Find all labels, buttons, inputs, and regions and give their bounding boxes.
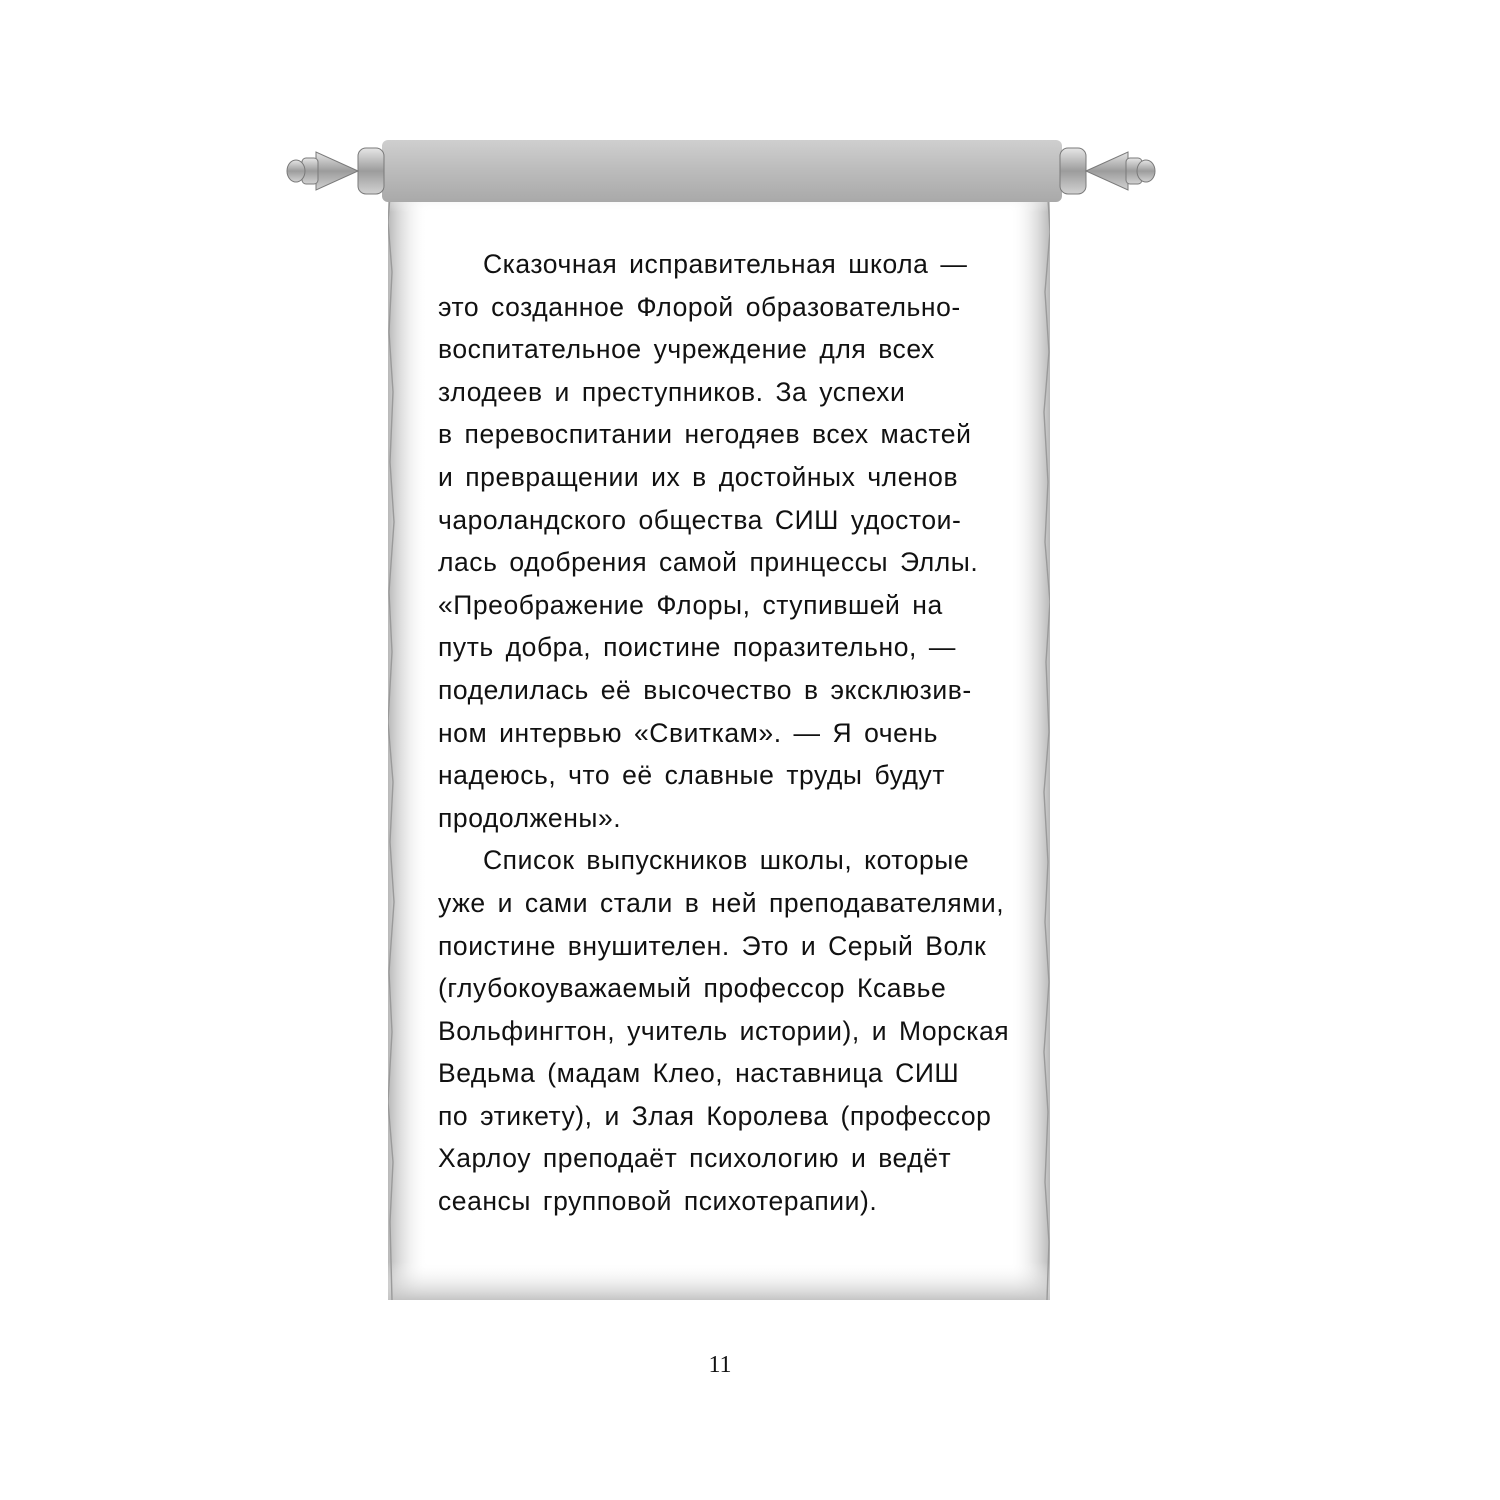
text-line: Вольфингтон, учитель истории), и Морская bbox=[438, 1015, 1010, 1046]
text-line: по этикету), и Злая Королева (профессор bbox=[438, 1100, 992, 1131]
text-line: «Преображение Флоры, ступившей на bbox=[438, 589, 943, 620]
text-line: ном интервью «Свиткам». — Я очень bbox=[438, 717, 938, 748]
text-line: Сказочная исправительная школа — bbox=[483, 249, 968, 279]
text-line: лась одобрения самой принцессы Эллы. bbox=[438, 547, 979, 578]
scroll-roll bbox=[382, 140, 1062, 202]
text-line: чароландского общества СИШ удостои- bbox=[438, 504, 962, 535]
text-line: Ведьма (мадам Клео, наставница СИШ bbox=[438, 1058, 960, 1089]
text-line: воспитательное учреждение для всех bbox=[438, 334, 935, 365]
text-line: Список выпускников школы, которые bbox=[483, 845, 970, 876]
text-line: (глубокоуважаемый профессор Ксавье bbox=[438, 973, 947, 1004]
scroll-body-text bbox=[438, 243, 1018, 1223]
text-line: путь добра, поистине поразительно, — bbox=[438, 632, 956, 663]
text-line: злодеев и преступников. За успехи bbox=[438, 376, 906, 407]
text-line: Харлоу преподаёт психологию и ведёт bbox=[438, 1143, 952, 1174]
scroll-right-knob bbox=[1060, 148, 1155, 194]
scroll-left-knob bbox=[287, 148, 384, 194]
text-line: поистине внушителен. Это и Серый Волк bbox=[438, 930, 987, 961]
text-line: поделилась её высочество в эксклюзив- bbox=[438, 674, 972, 705]
page-number: 11 bbox=[708, 1352, 732, 1378]
text-line: и превращении их в достойных членов bbox=[438, 461, 959, 492]
text-line: в перевоспитании негодяев всех мастей bbox=[438, 419, 972, 450]
scroll-rod bbox=[286, 140, 1156, 202]
text-line: надеюсь, что её славные труды будут bbox=[438, 760, 946, 791]
text-line: уже и сами стали в ней преподавателями, bbox=[438, 887, 1005, 918]
text-line: сеансы групповой психотерапии). bbox=[438, 1186, 878, 1217]
text-line: продолжены». bbox=[438, 802, 622, 833]
text-line: это созданное Флорой образовательно- bbox=[438, 291, 961, 322]
